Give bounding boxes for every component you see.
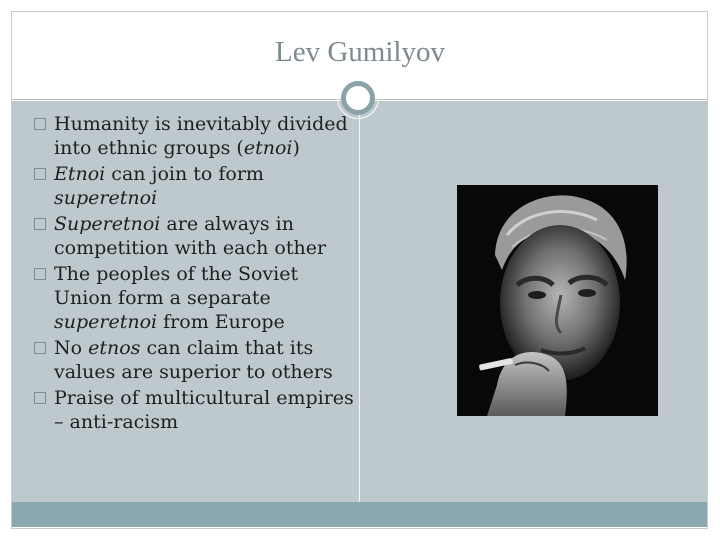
footer-bar	[12, 502, 707, 527]
slide-title: Lev Gumilyov	[275, 36, 445, 68]
bullet-box-icon	[34, 392, 46, 404]
column-divider	[359, 101, 360, 502]
bullet-item	[34, 336, 354, 384]
bullet-text: )	[292, 137, 300, 159]
bullet-text: can claim that its values are superior to others	[54, 337, 333, 383]
portrait-photo	[457, 185, 658, 416]
bullet-text: superetnoi	[54, 187, 158, 209]
bullet-box-icon	[34, 168, 46, 180]
bullet-text: Superetnoi	[54, 213, 161, 235]
bullet-text: No	[54, 337, 89, 359]
bullet-text: The peoples of the Soviet Union form a separate	[54, 263, 299, 309]
bullet-item	[34, 212, 354, 260]
bullet-text: are always in competition with each other	[54, 213, 327, 259]
bullet-list	[34, 112, 354, 436]
title-rule-left	[12, 99, 341, 100]
bullet-box-icon	[34, 342, 46, 354]
bullet-text: Humanity is inevitably divided into ethnic groups (	[54, 113, 348, 159]
bullet-box-icon	[34, 268, 46, 280]
bullet-text: etnoi	[243, 137, 293, 159]
accent-circle	[341, 81, 375, 115]
bullet-text: can join to form	[105, 163, 264, 185]
bullet-item	[34, 162, 354, 210]
title-rule-right	[375, 99, 707, 100]
bullet-text: from Europe	[157, 311, 285, 333]
bullet-item	[34, 262, 354, 334]
bullet-text: superetnoi	[54, 311, 158, 333]
bullet-box-icon	[34, 118, 46, 130]
bullet-item	[34, 112, 354, 160]
bullet-item	[34, 386, 354, 434]
bullet-box-icon	[34, 218, 46, 230]
bullet-text: etnos	[88, 337, 141, 359]
bullet-text: Praise of multicultural empires – anti-racism	[54, 387, 354, 433]
bullet-text: Etnoi	[54, 163, 106, 185]
